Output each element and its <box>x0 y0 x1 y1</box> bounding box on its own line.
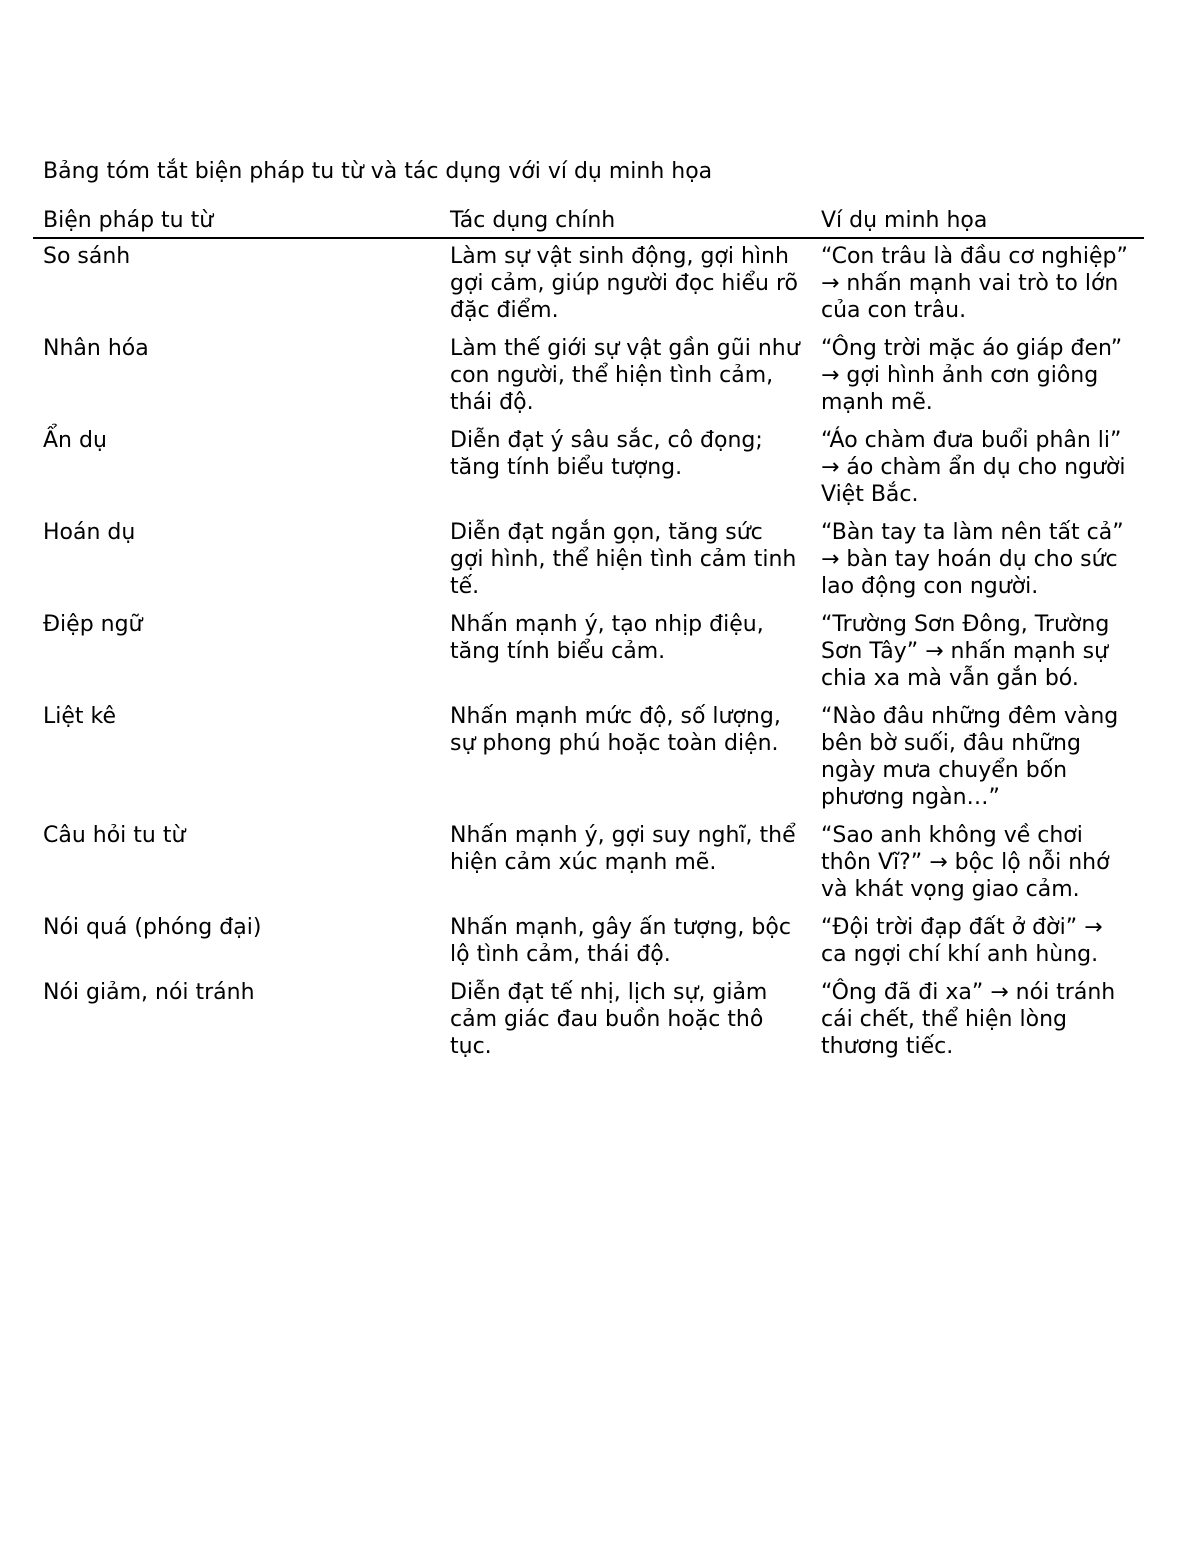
cell-technique: Nói quá (phóng đại) <box>43 915 262 940</box>
table-row <box>33 974 1144 1066</box>
cell-effect: Nhấn mạnh, gây ấn tượng, bộc lộ tình cảm, thái độ. <box>450 915 791 967</box>
table-row <box>33 330 1144 422</box>
cell-technique: Ẩn dụ <box>43 428 107 453</box>
cell-effect: Diễn đạt tế nhị, lịch sự, giảm cảm giác đau buồn hoặc thô tục. <box>450 980 768 1059</box>
cell-effect: Nhấn mạnh ý, gợi suy nghĩ, thể hiện cảm xúc mạnh mẽ. <box>450 823 796 875</box>
cell-technique: Câu hỏi tu từ <box>43 823 186 848</box>
cell-example: “Nào đâu những đêm vàng bên bờ suối, đâu những ngày mưa chuyển bốn phương ngàn…” <box>821 704 1119 810</box>
cell-example: “Đội trời đạp đất ở đời” → ca ngợi chí khí anh hùng. <box>821 915 1103 967</box>
cell-effect: Nhấn mạnh mức độ, số lượng, sự phong phú hoặc toàn diện. <box>450 704 781 756</box>
table-row <box>33 422 1144 514</box>
table-header-row <box>33 207 1144 238</box>
cell-example: “Ông đã đi xa” → nói tránh cái chết, thể hiện lòng thương tiếc. <box>821 980 1116 1059</box>
table-row <box>33 606 1144 698</box>
cell-effect: Diễn đạt ngắn gọn, tăng sức gợi hình, thể hiện tình cảm tinh tế. <box>450 520 797 599</box>
cell-technique: Nhân hóa <box>43 336 149 361</box>
cell-technique: Liệt kê <box>43 704 117 729</box>
header-effect: Tác dụng chính <box>440 207 811 238</box>
cell-technique: So sánh <box>43 244 131 269</box>
document-title: Bảng tóm tắt biện pháp tu từ và tác dụng với ví dụ minh họa <box>43 159 713 184</box>
table-row <box>33 238 1144 330</box>
table-row <box>33 698 1144 817</box>
table-row <box>33 817 1144 909</box>
cell-effect: Làm thế giới sự vật gần gũi như con người, thể hiện tình cảm, thái độ. <box>450 336 800 415</box>
header-example: Ví dụ minh họa <box>811 207 1144 238</box>
cell-effect: Diễn đạt ý sâu sắc, cô đọng; tăng tính biểu tượng. <box>450 428 763 480</box>
cell-example: “Trường Sơn Đông, Trường Sơn Tây” → nhấn mạnh sự chia xa mà vẫn gắn bó. <box>821 612 1110 691</box>
cell-example: “Áo chàm đưa buổi phân li” → áo chàm ẩn dụ cho người Việt Bắc. <box>821 428 1126 507</box>
cell-technique: Hoán dụ <box>43 520 136 545</box>
cell-technique: Nói giảm, nói tránh <box>43 980 255 1005</box>
cell-example: “Bàn tay ta làm nên tất cả” → bàn tay hoán dụ cho sức lao động con người. <box>821 520 1124 599</box>
header-technique: Biện pháp tu từ <box>33 207 440 238</box>
cell-technique: Điệp ngữ <box>43 612 143 637</box>
cell-example: “Con trâu là đầu cơ nghiệp” → nhấn mạnh vai trò to lớn của con trâu. <box>821 244 1128 323</box>
summary-table <box>33 207 1144 1066</box>
cell-example: “Sao anh không về chơi thôn Vĩ?” → bộc lộ nỗi nhớ và khát vọng giao cảm. <box>821 823 1110 902</box>
cell-example: “Ông trời mặc áo giáp đen” → gợi hình ảnh cơn giông mạnh mẽ. <box>821 336 1123 415</box>
cell-effect: Làm sự vật sinh động, gợi hình gợi cảm, giúp người đọc hiểu rõ đặc điểm. <box>450 244 798 323</box>
cell-effect: Nhấn mạnh ý, tạo nhịp điệu, tăng tính biểu cảm. <box>450 612 764 664</box>
table-row <box>33 909 1144 974</box>
table-row <box>33 514 1144 606</box>
